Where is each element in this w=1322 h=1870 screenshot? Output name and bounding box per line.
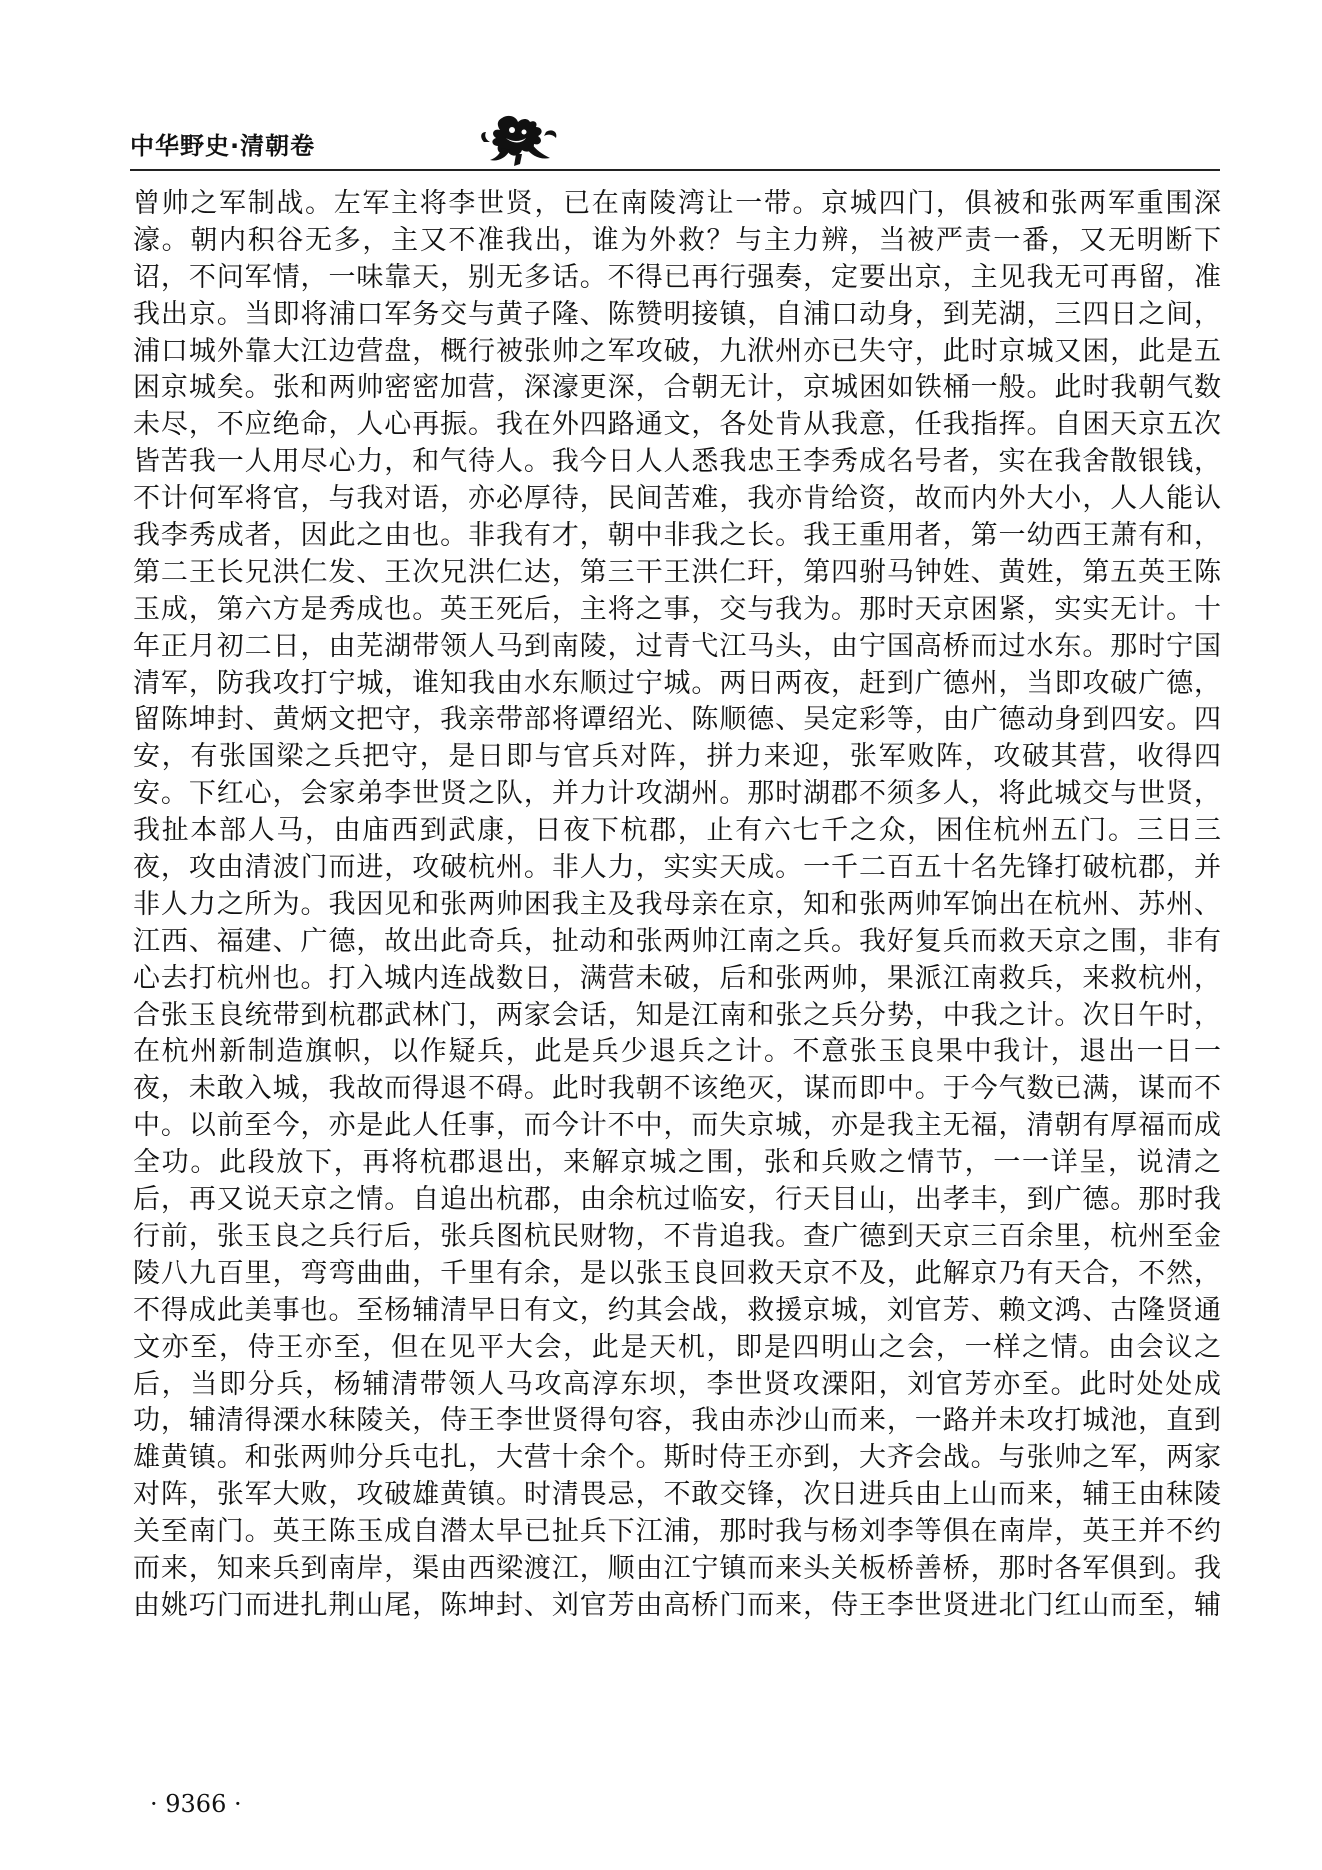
text-line: 雄黄镇。和张两帅分兵屯扎，大营十余个。斯时侍王亦到，大齐会战。与张帅之军，两家 [133, 1442, 1221, 1474]
text-line: 我扯本部人马，由庙西到武康，日夜下杭郡，止有六七千之众，困住杭州五门。三日三 [133, 815, 1221, 847]
text-line: 清军，防我攻打宁城，谁知我由水东顺过宁城。两日两夜，赶到广德州，当即攻破广德， [133, 667, 1221, 699]
text-line: 对阵，张军大败，攻破雄黄镇。时清畏忌，不敢交锋，次日进兵由上山而来，辅王由秣陵 [133, 1479, 1221, 1511]
text-line: 诏，不问军情，一味靠天，别无多话。不得已再行强奏，定要出京，主见我无可再留，准 [133, 261, 1221, 293]
text-line: 我李秀成者，因此之由也。非我有才，朝中非我之长。我王重用者，第一幼西王萧有和， [133, 520, 1221, 552]
header-divider [130, 169, 1220, 171]
text-line: 夜，未敢入城，我故而得退不碍。此时我朝不该绝灭，谋而即中。于今气数已满，谋而不 [133, 1073, 1221, 1105]
text-line: 安，有张国梁之兵把守，是日即与官兵对阵，拼力来迎，张军败阵，攻破其营，收得四 [133, 741, 1221, 773]
text-line: 困京城矣。张和两帅密密加营，深濠更深，合朝无计，京城困如铁桶一般。此时我朝气数 [133, 372, 1221, 404]
text-line: 江西、福建、广德，故出此奇兵，扯动和张两帅江南之兵。我好复兵而救天京之围，非有 [133, 925, 1221, 957]
text-line: 而来，知来兵到南岸，渠由西梁渡江，顺由江宁镇而来头关板桥善桥，那时各军俱到。我 [133, 1552, 1221, 1584]
running-header [130, 112, 1220, 172]
text-line: 后，当即分兵，杨辅清带领人马攻高淳东坝，李世贤攻溧阳，刘官芳亦至。此时处处成 [133, 1368, 1221, 1400]
text-line: 后，再又说天京之情。自追出杭郡，由余杭过临安，行天目山，出孝丰，到广德。那时我 [133, 1184, 1221, 1216]
text-line: 留陈坤封、黄炳文把守，我亲带部将谭绍光、陈顺德、吴定彩等，由广德动身到四安。四 [133, 704, 1221, 736]
text-line: 未尽，不应绝命，人心再振。我在外四路通文，各处肯从我意，任我指挥。自困天京五次 [133, 409, 1221, 441]
text-line: 中。以前至今，亦是此人任事，而今计不中，而失京城，亦是我主无福，清朝有厚福而成 [133, 1110, 1221, 1142]
text-line: 濠。朝内积谷无多，主又不准我出，谁为外救？与主力辨，当被严责一番，又无明断下 [133, 224, 1221, 256]
text-line: 在杭州新制造旗帜，以作疑兵，此是兵少退兵之计。不意张玉良果中我计，退出一日一 [133, 1036, 1221, 1068]
text-line: 浦口城外靠大江边营盘，概行被张帅之军攻破，九洑州亦已失守，此时京城又困，此是五 [133, 335, 1221, 367]
text-line: 玉成，第六方是秀成也。英王死后，主将之事，交与我为。那时天京困紧，实实无计。十 [133, 593, 1221, 625]
text-line: 由姚巧门而进扎荆山尾，陈坤封、刘官芳由高桥门而来，侍王李世贤进北门红山而至，辅 [133, 1589, 1221, 1621]
text-line: 我出京。当即将浦口军务交与黄子隆、陈赞明接镇，自浦口动身，到芜湖，三四日之间， [133, 298, 1221, 330]
text-line: 功，辅清得溧水秣陵关，侍王李世贤得句容，我由赤沙山而来，一路并未攻打城池，直到 [133, 1405, 1221, 1437]
text-line: 全功。此段放下，再将杭郡退出，来解京城之围，张和兵败之情节，一一详呈，说清之 [133, 1147, 1221, 1179]
text-line: 第二王长兄洪仁发、王次兄洪仁达，第三干王洪仁玕，第四驸马钟姓、黄姓，第五英王陈 [133, 556, 1221, 588]
text-line: 年正月初二日，由芜湖带领人马到南陵，过青弋江马头，由宁国高桥而过水东。那时宁国 [133, 630, 1221, 662]
text-line: 不得成此美事也。至杨辅清早日有文，约其会战，救援京城，刘官芳、赖文鸿、古隆贤通 [133, 1294, 1221, 1326]
text-line: 不计何军将官，与我对语，亦必厚待，民间苦难，我亦肯给资，故而内外大小，人人能认 [133, 483, 1221, 515]
text-line: 陵八九百里，弯弯曲曲，千里有余，是以张玉良回救天京不及，此解京乃有天合，不然， [133, 1257, 1221, 1289]
text-line: 合张玉良统带到杭郡武林门，两家会话，知是江南和张之兵分势，中我之计。次日午时， [133, 999, 1221, 1031]
text-line: 心去打杭州也。打入城内连战数日，满营未破，后和张两帅，果派江南救兵，来救杭州， [133, 962, 1221, 994]
dragon-emblem-icon [472, 112, 562, 170]
text-line: 安。下红心，会家弟李世贤之队，并力计攻湖州。那时湖郡不须多人，将此城交与世贤， [133, 778, 1221, 810]
text-line: 曾帅之军制战。左军主将李世贤，已在南陵湾让一带。京城四门，俱被和张两军重围深 [133, 188, 1221, 219]
book-title: 中华野史·清朝卷 [130, 132, 316, 160]
text-line: 关至南门。英王陈玉成自潜太早已扯兵下江浦，那时我与杨刘李等俱在南岸，英王并不约 [133, 1516, 1221, 1548]
text-line: 文亦至，侍王亦至，但在见平大会，此是天机，即是四明山之会，一样之情。由会议之 [133, 1331, 1221, 1363]
text-line: 非人力之所为。我因见和张两帅困我主及我母亲在京，知和张两帅军饷出在杭州、苏州、 [133, 888, 1221, 920]
page-number: · 9366 · [150, 1790, 242, 1818]
body-text [133, 186, 1221, 1625]
text-line: 行前，张玉良之兵行后，张兵图杭民财物，不肯追我。查广德到天京三百余里，杭州至金 [133, 1220, 1221, 1252]
text-line: 夜，攻由清波门而进，攻破杭州。非人力，实实天成。一千二百五十名先锋打破杭郡，并 [133, 852, 1221, 884]
text-line: 皆苦我一人用尽心力，和气待人。我今日人人悉我忠王李秀成名号者，实在我舍散银钱， [133, 446, 1221, 478]
